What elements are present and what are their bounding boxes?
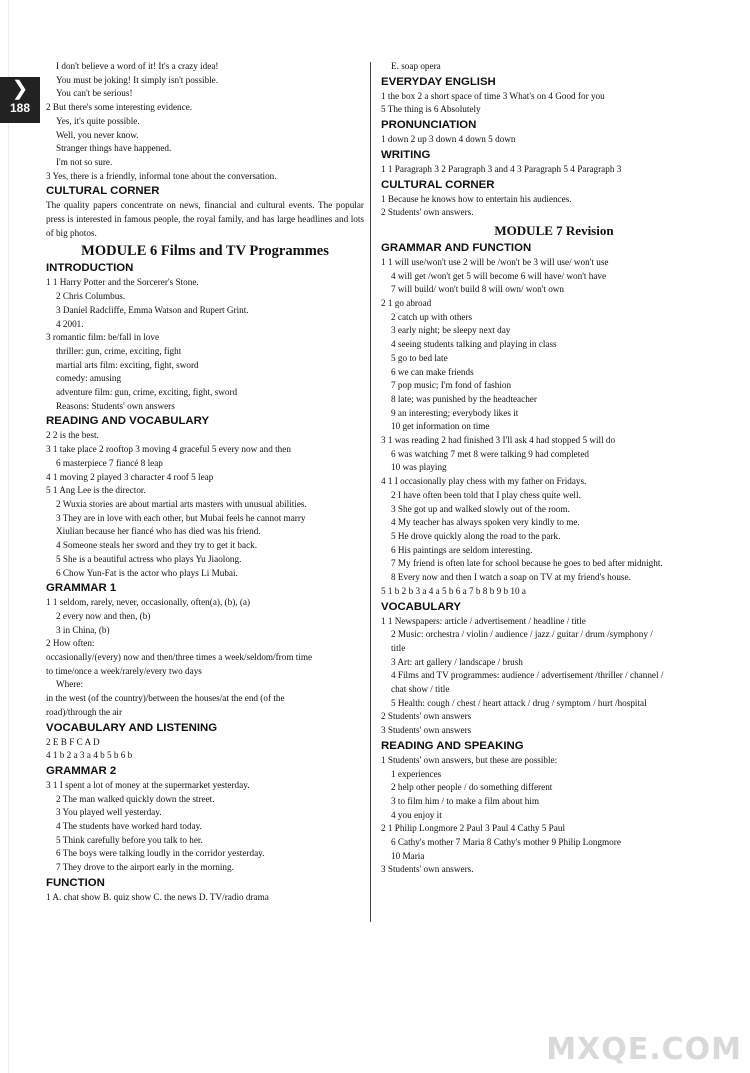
answer-line: 4 Someone steals her sword and they try to get it back.: [56, 540, 258, 551]
answer-line: 4 My teacher has always spoken very kindly to me.: [391, 517, 580, 528]
answer-line: 3 early night; be sleepy next day: [391, 325, 511, 336]
answer-line: in the west (of the country)/between the houses/at the end (of the: [46, 693, 285, 704]
answer-line: to time/once a week/rarely/every two days: [46, 665, 202, 676]
answer-line: 5 She is a beautiful actress who plays Yu Jiaolong.: [56, 553, 242, 564]
section-heading: GRAMMAR 2: [46, 764, 117, 777]
answer-line: title: [391, 642, 406, 653]
section-heading: GRAMMAR AND FUNCTION: [381, 241, 532, 254]
answer-line: 3 You played well yesterday.: [56, 807, 162, 818]
answer-line: 6 Cathy's mother 7 Maria 8 Cathy's mother 9 Philip Longmore: [391, 837, 621, 848]
page-edge: [8, 0, 9, 1073]
answer-line: 4 1 b 2 a 3 a 4 b 5 b 6 b: [46, 750, 133, 761]
page-number-tab: [0, 77, 40, 123]
answer-line: 5 1 Ang Lee is the director.: [46, 485, 146, 496]
section-heading: INTRODUCTION: [46, 262, 134, 275]
answer-line: 2 E B F C A D: [46, 736, 100, 747]
answer-line: 3 She got up and walked slowly out of the room.: [391, 503, 570, 514]
answer-line: 4 The students have worked hard today.: [56, 821, 202, 832]
answer-line: adventure film: gun, crime, exciting, fight, sword: [56, 387, 238, 398]
answer-line: 4 will get /won't get 5 will become 6 will have/ won't have: [391, 270, 607, 281]
answer-line: 5 1 b 2 b 3 a 4 a 5 b 6 a 7 b 8 b 9 b 10 a: [381, 585, 526, 596]
answer-line: E. soap opera: [391, 61, 441, 71]
answer-line: 6 masterpiece 7 fiancé 8 leap: [56, 457, 163, 468]
answer-line: 4 1 moving 2 played 3 character 4 roof 5 leap: [46, 471, 214, 482]
answer-line: 1 1 seldom, rarely, never, occasionally, often(a), (b), (a): [46, 597, 251, 608]
section-heading: CULTURAL CORNER: [46, 185, 160, 198]
answer-line: 2 How often:: [46, 638, 95, 649]
answer-line: 5 go to bed late: [391, 352, 448, 363]
answer-line: Yes, it's quite possible.: [56, 115, 140, 126]
section-heading: VOCABULARY: [381, 600, 461, 613]
answer-line: 2 Wuxia stories are about martial arts masters with unusual abilities.: [56, 498, 307, 509]
answer-line: 1 the box 2 a short space of time 3 What's on 4 Good for you: [381, 90, 605, 101]
answer-line: 5 The thing is 6 Absolutely: [381, 104, 481, 115]
answer-line: 5 He drove quickly along the road to the park.: [391, 530, 561, 541]
module-title: MODULE 7 Revision: [494, 222, 614, 238]
left-column: [46, 60, 364, 905]
section-heading: WRITING: [381, 148, 431, 161]
answer-line: I don't believe a word of it! It's a crazy idea!: [56, 61, 219, 71]
answer-line: occasionally/(every) now and then/three times a week/seldom/from time: [46, 652, 313, 663]
answer-line: 8 late; was punished by the headteacher: [391, 393, 537, 404]
answer-line: Reasons: Students' own answers: [56, 400, 175, 411]
answer-line: thriller: gun, crime, exciting, fight: [56, 345, 182, 356]
answer-line: 3 Students' own answers.: [381, 864, 474, 875]
answer-line: Xiulian because her fiancé who has died was his friend.: [56, 526, 261, 537]
answer-line: 1 1 Newspapers: article / advertisement / headline / title: [381, 615, 586, 626]
answer-line: Where:: [56, 679, 84, 690]
answer-line: 7 will build/ won't build 8 will own/ won't own: [391, 284, 565, 295]
answer-line: 2 2 is the best.: [46, 430, 99, 441]
section-heading: VOCABULARY AND LISTENING: [46, 721, 218, 734]
answer-line: 1 down 2 up 3 down 4 down 5 down: [381, 134, 516, 145]
column-divider: [370, 62, 371, 922]
answer-line: 7 pop music; I'm fond of fashion: [391, 380, 512, 391]
answer-line: 7 My friend is often late for school because he goes to bed after midnight.: [391, 558, 663, 569]
answer-line: 7 They drove to the airport early in the morning.: [56, 862, 234, 873]
answer-line: 5 Think carefully before you talk to her.: [56, 834, 203, 845]
answer-line: 3 in China, (b): [56, 624, 110, 635]
chevron-right-icon: ❯: [11, 78, 29, 100]
answer-line: 3 Daniel Radcliffe, Emma Watson and Rupert Grint.: [56, 304, 249, 315]
answer-line: 1 Students' own answers, but these are possible:: [381, 754, 558, 765]
answer-line: 5 Health: cough / chest / heart attack / drug / symptom / hurt /hospital: [391, 697, 647, 708]
answer-line: 2 every now and then, (b): [56, 610, 151, 621]
answer-line: 2 The man walked quickly down the street.: [56, 793, 215, 804]
section-heading: PRONUNCIATION: [381, 119, 477, 132]
right-column: [381, 60, 727, 877]
answer-line: 3 1 take place 2 rooftop 3 moving 4 graceful 5 every now and then: [46, 444, 291, 455]
answer-line: 3 1 I spent a lot of money at the supermarket yesterday.: [46, 779, 250, 790]
answer-line: 10 get information on time: [391, 421, 490, 432]
answer-line: 2 1 go abroad: [381, 298, 432, 309]
answer-line: road)/through the air: [46, 706, 123, 717]
answer-line: 6 His paintings are seldom interesting.: [391, 544, 533, 555]
answer-line: 4 seeing students talking and playing in class: [391, 339, 557, 350]
answer-line: 4 you enjoy it: [391, 809, 442, 820]
answer-line: 4 2001.: [56, 318, 84, 329]
module-title: MODULE 6 Films and TV Programmes: [81, 243, 329, 260]
page-number: 188: [9, 101, 31, 115]
answer-line: 2 Music: orchestra / violin / audience / jazz / guitar / drum /symphony /: [391, 629, 653, 640]
answer-line: Well, you never know.: [56, 129, 139, 140]
paragraph: The quality papers concentrate on news, financial and cultural events. The popular press is interested in famous people, the royal family, and has large headlines and lots of big photos.: [46, 200, 364, 238]
answer-line: 9 an interesting; everybody likes it: [391, 407, 519, 418]
watermark: MXQE.COM: [546, 1032, 742, 1067]
answer-line: 6 was watching 7 met 8 were talking 9 had completed: [391, 448, 589, 459]
answer-line: 1 1 Harry Potter and the Sorcerer's Stone.: [46, 277, 199, 288]
answer-line: comedy: amusing: [56, 373, 122, 384]
answer-line: 3 1 was reading 2 had finished 3 I'll ask 4 had stopped 5 will do: [381, 435, 616, 446]
answer-line: martial arts film: exciting, fight, sword: [56, 359, 199, 370]
answer-line: 2 Chris Columbus.: [56, 291, 126, 302]
answer-line: You must be joking! It simply isn't possible.: [56, 74, 219, 85]
answer-line: 3 They are in love with each other, but Mubai feels he cannot marry: [56, 512, 306, 523]
answer-line: 6 we can make friends: [391, 366, 474, 377]
answer-line: 2 help other people / do something different: [391, 782, 553, 793]
section-heading: GRAMMAR 1: [46, 582, 117, 595]
answer-line: 2 catch up with others: [391, 311, 473, 322]
answer-line: 1 experiences: [391, 768, 442, 779]
answer-line: 3 Students' own answers: [381, 725, 472, 736]
answer-line: 4 1 I occasionally play chess with my father on Fridays.: [381, 476, 587, 487]
answer-line: You can't be serious!: [56, 88, 133, 99]
answer-line: 2 But there's some interesting evidence.: [46, 102, 193, 113]
answer-line: 1 1 Paragraph 3 2 Paragraph 3 and 4 3 Paragraph 5 4 Paragraph 3: [381, 163, 622, 174]
answer-line: 10 was playing: [391, 462, 447, 473]
answer-line: 2 I have often been told that I play chess quite well.: [391, 489, 581, 500]
answer-line: 10 Maria: [391, 850, 425, 861]
section-heading: EVERYDAY ENGLISH: [381, 75, 496, 88]
answer-line: 3 romantic film: be/fall in love: [46, 332, 160, 343]
answer-line: 2 Students' own answers: [381, 711, 472, 722]
answer-line: 3 Art: art gallery / landscape / brush: [391, 656, 523, 667]
section-heading: CULTURAL CORNER: [381, 178, 495, 191]
answer-line: 4 Films and TV programmes: audience / advertisement /thriller / channel /: [391, 670, 664, 681]
answer-line: 8 Every now and then I watch a soap on TV at my friend's house.: [391, 572, 631, 583]
answer-line: chat show / title: [391, 684, 450, 695]
answer-line: 3 Yes, there is a friendly, informal tone about the conversation.: [46, 170, 277, 181]
answer-line: 1 Because he knows how to entertain his audiences.: [381, 193, 572, 204]
answer-line: 1 A. chat show B. quiz show C. the news D. TV/radio drama: [46, 891, 269, 902]
answer-line: 2 Students' own answers.: [381, 207, 474, 218]
answer-line: I'm not so sure.: [56, 156, 113, 167]
answer-line: Stranger things have happened.: [56, 143, 172, 154]
answer-line: 2 1 Philip Longmore 2 Paul 3 Paul 4 Cathy 5 Paul: [381, 823, 566, 834]
answer-line: 1 1 will use/won't use 2 will be /won't be 3 will use/ won't use: [381, 256, 609, 267]
answer-line: 6 The boys were talking loudly in the corridor yesterday.: [56, 848, 265, 859]
section-heading: READING AND VOCABULARY: [46, 415, 210, 428]
section-heading: FUNCTION: [46, 876, 105, 889]
section-heading: READING AND SPEAKING: [381, 739, 524, 752]
answer-line: 3 to film him / to make a film about him: [391, 795, 540, 806]
answer-line: 6 Chow Yun-Fat is the actor who plays Li Mubai.: [56, 567, 238, 578]
